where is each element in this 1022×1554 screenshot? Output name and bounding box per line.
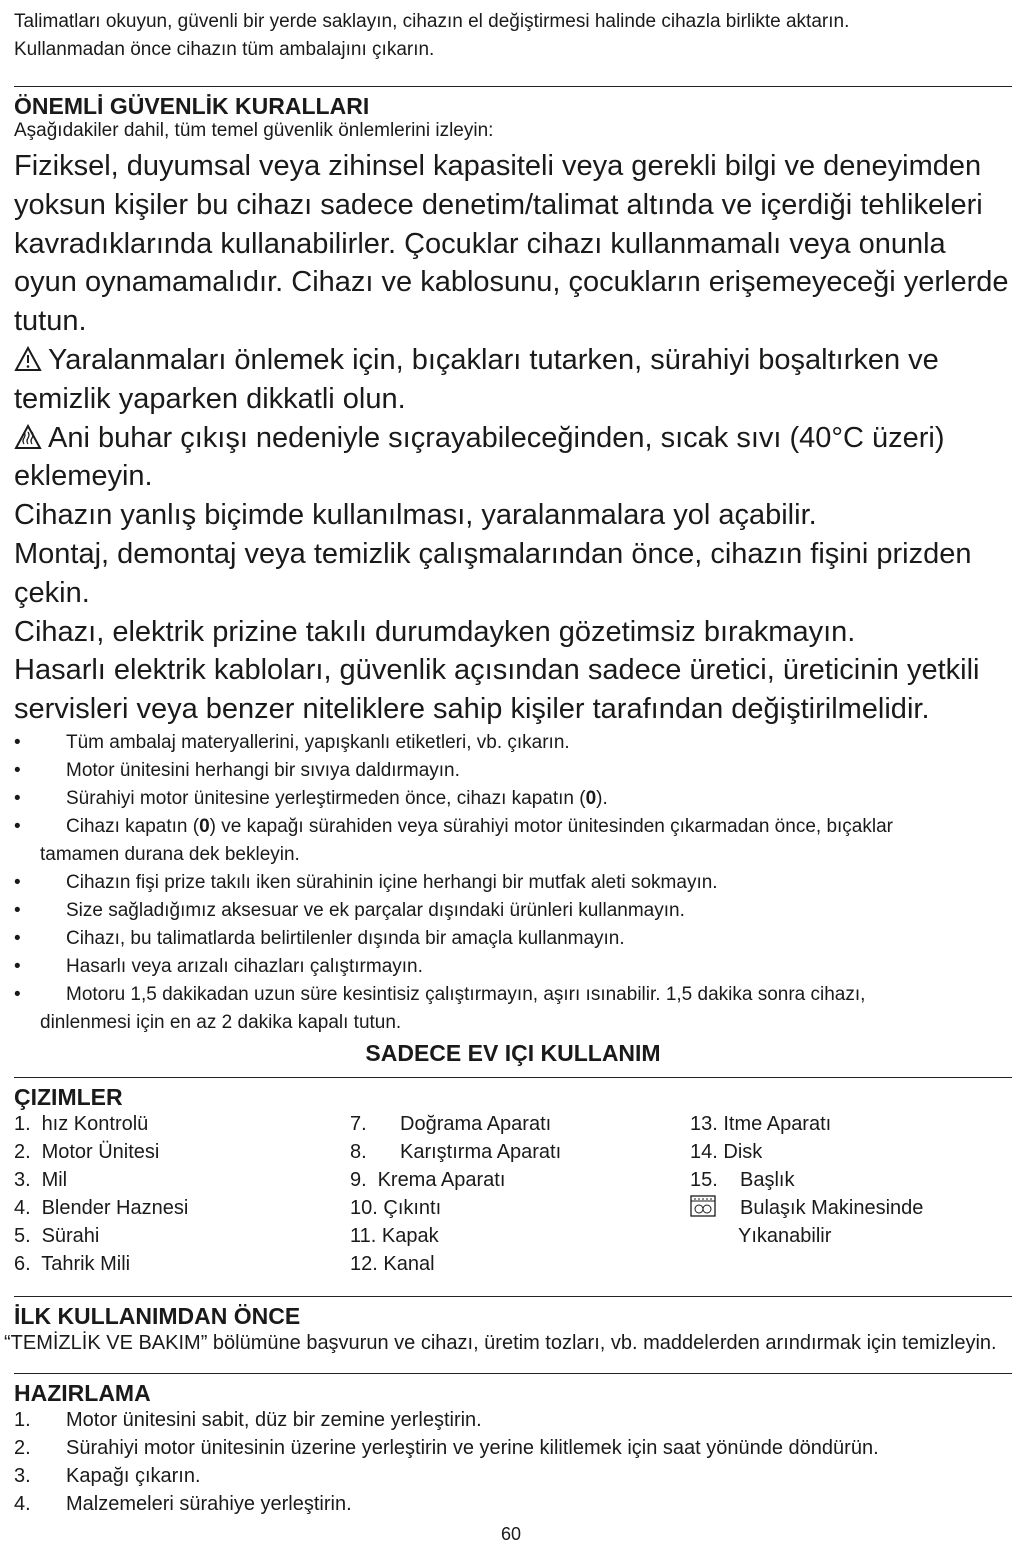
list-item: 4. Blender Haznesi: [14, 1196, 189, 1219]
safety-title: ÖNEMLİ GÜVENLİK KURALLARI: [14, 93, 370, 119]
intro: [14, 8, 1012, 64]
dishwasher-safe-note-line-2: Yıkanabilir: [738, 1224, 832, 1247]
list-item: 2. Sürahiyi motor ünitesinin üzerine yerleştirin ve yerine kilitlemek için saat yönünde döndürün.: [14, 1436, 879, 1459]
list-item: 15. Başlık: [690, 1168, 795, 1191]
safety-warning-1: [14, 341, 1012, 419]
preparation-title: HAZIRLAMA: [14, 1379, 151, 1406]
safety-paragraph-5: Hasarlı elektrik kabloları, güvenlik açısından sadece üretici, üreticinin yetkili servisleri veya benzer niteliklere sahip kişiler tarafından değiştirilmelidir.: [14, 654, 980, 726]
intro-line-1: Talimatları okuyun, güvenli bir yerde saklayın, cihazın el değiştirmesi halinde cihazla birlikte aktarın.: [14, 11, 850, 32]
list-item: 2. Motor Ünitesi: [14, 1140, 160, 1163]
list-item: 13. Itme Aparatı: [690, 1112, 832, 1135]
safety-subtitle: Aşağıdakiler dahil, tüm temel güvenlik önlemlerini izleyin:: [14, 120, 494, 141]
parts-column-1: [14, 1110, 350, 1278]
parts-column-3: [690, 1110, 1012, 1278]
list-item: 1. Motor ünitesini sabit, düz bir zemine yerleştirin.: [14, 1408, 482, 1431]
first-use-title: İLK KULLANIMDAN ÖNCE: [14, 1302, 301, 1329]
list-item: 5. Sürahi: [14, 1224, 100, 1247]
list-item: 1. hız Kontrolü: [14, 1112, 149, 1135]
safety-bullet-list: [14, 729, 1012, 1037]
list-item: 8. Karıştırma Aparatı: [350, 1140, 562, 1163]
list-item: 4. Malzemeleri sürahiye yerleştirin.: [14, 1492, 352, 1515]
page-number: 60: [500, 1524, 522, 1544]
list-item: 10. Çıkıntı: [350, 1196, 442, 1219]
list-item: 7. Doğrama Aparatı: [350, 1112, 552, 1135]
safety-paragraph-2: Cihazın yanlış biçimde kullanılması, yaralanmalara yol açabilir.: [14, 499, 817, 532]
list-item: 9. Krema Aparatı: [350, 1168, 506, 1191]
hot-steam-warning-icon: [14, 424, 42, 450]
divider: [14, 1296, 1012, 1297]
list-item: • Cihazı kapatın (0) ve kapağı sürahiden veya sürahiyi motor ünitesinden çıkarmadan önce, bıçaklar tamamen durana dek bekleyin.: [14, 815, 893, 865]
warning-2-text: Ani buhar çıkışı nedeniyle sıçrayabileceğinden, sıcak sıvı (40°C üzeri) eklemeyin.: [14, 421, 945, 493]
list-item: 12. Kanal: [350, 1252, 435, 1275]
parts-column-2: [350, 1110, 690, 1278]
dishwasher-icon: [690, 1195, 716, 1217]
list-item: • Cihazın fişi prize takılı iken sürahinin içine herhangi bir mutfak aleti sokmayın.: [14, 871, 718, 893]
list-item: 6. Tahrik Mili: [14, 1252, 131, 1275]
list-item: • Motoru 1,5 dakikadan uzun süre kesintisiz çalıştırmayın, aşırı ısınabilir. 1,5 dakika sonra cihazı, dinlenmesi için en az 2 dakika kapalı tutun.: [14, 983, 866, 1033]
list-item: • Motor ünitesini herhangi bir sıvıya daldırmayın.: [14, 759, 460, 781]
safety-body: [14, 147, 1012, 729]
list-item: • Tüm ambalaj materyallerini, yapışkanlı etiketleri, vb. çıkarın.: [14, 731, 570, 753]
list-item: • Size sağladığımız aksesuar ve ek parçalar dışındaki ürünleri kullanmayın.: [14, 899, 685, 921]
list-item: 3. Mil: [14, 1168, 68, 1191]
list-item: 11. Kapak: [350, 1224, 439, 1247]
list-item: • Hasarlı veya arızalı cihazları çalıştırmayın.: [14, 955, 423, 977]
first-use-text: “TEMİZLİK VE BAKIM” bölümüne başvurun ve cihazı, üretim tozları, vb. maddelerden arındırmak için temizleyin.: [4, 1331, 997, 1354]
parts-list: [14, 1110, 1012, 1278]
warning-1-text: Yaralanmaları önlemek için, bıçakları tutarken, sürahiyi boşaltırken ve temizlik yaparken dikkatli olun.: [14, 343, 939, 415]
list-item: • Sürahiyi motor ünitesine yerleştirmeden önce, cihazı kapatın (0).: [14, 787, 608, 809]
divider: [14, 86, 1012, 87]
safety-paragraph-4: Cihazı, elektrik prizine takılı durumdayken gözetimsiz bırakmayın.: [14, 615, 856, 648]
document-page: [4, 8, 1012, 1518]
safety-paragraph-3: Montaj, demontaj veya temizlik çalışmalarından önce, cihazın fişini prizden çekin.: [14, 537, 972, 609]
safety-warning-2: [14, 419, 1012, 497]
list-item: 14. Disk: [690, 1140, 763, 1163]
divider: [14, 1077, 1012, 1078]
dishwasher-safe-note: Bulaşık Makinesinde: [690, 1194, 1012, 1222]
household-use-title: SADECE EV IÇI KULLANIM: [365, 1039, 661, 1066]
preparation-steps: [14, 1406, 1012, 1518]
intro-line-2: Kullanmadan önce cihazın tüm ambalajını çıkarın.: [14, 39, 435, 60]
safety-paragraph-1: Fiziksel, duyumsal veya zihinsel kapasiteli veya gerekli bilgi ve deneyimden yoksun kişiler bu cihazı sadece denetim/talimat altında ve içerdiği tehlikeleri kavradıklarında kullanabilirler. Çocuklar cihazı kullanmamalı veya onunla oyun oynamamalıdır. Cihazı ve kablosunu, çocukların erişemeyeceği yerlerde tutun.: [14, 150, 1009, 338]
list-item: 3. Kapağı çıkarın.: [14, 1464, 201, 1487]
divider: [14, 1373, 1012, 1374]
warning-triangle-icon: [14, 346, 42, 372]
list-item: • Cihazı, bu talimatlarda belirtilenler dışında bir amaçla kullanmayın.: [14, 927, 625, 949]
drawings-title: ÇIZIMLER: [14, 1083, 123, 1110]
